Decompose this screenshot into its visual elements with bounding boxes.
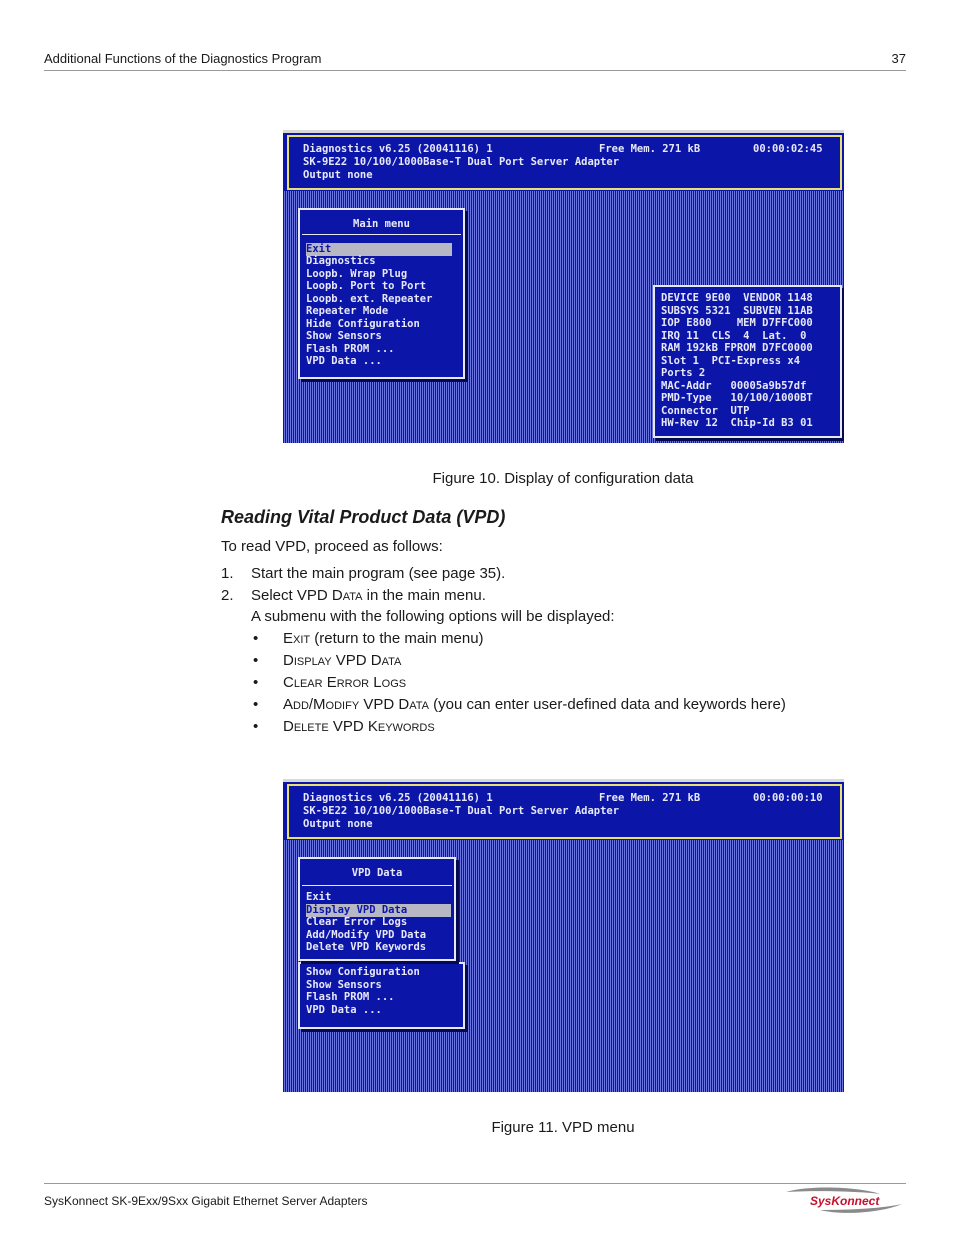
config-subsys-subven: SUBSYS 5321 SUBVEN 11AB bbox=[661, 305, 813, 317]
main-menu-title: Main menu bbox=[353, 218, 410, 230]
config-pmd-type: PMD-Type 10/100/1000BT bbox=[661, 392, 813, 404]
running-header: Additional Functions of the Diagnostics Program bbox=[44, 51, 322, 66]
config-ports: Ports 2 bbox=[661, 367, 706, 379]
bullet: • bbox=[253, 674, 259, 691]
elapsed-time: 00:00:02:45 bbox=[753, 143, 823, 155]
option-add-modify-vpd-data: Add/Modify VPD Data (you can enter user-defined data and keywords here) bbox=[283, 696, 786, 713]
main-menu-background bbox=[298, 962, 465, 1029]
menu-item-hide-configuration[interactable]: Hide Configuration bbox=[306, 318, 420, 330]
step-2-subtext: A submenu with the following options will be displayed: bbox=[251, 608, 615, 625]
submenu-item-add-modify-vpd-data[interactable]: Add/Modify VPD Data bbox=[306, 929, 427, 941]
syskonnect-logo bbox=[784, 1186, 904, 1216]
free-memory: Free Mem. 271 kB bbox=[599, 143, 701, 155]
main-menu bbox=[298, 208, 465, 379]
status-bar bbox=[283, 779, 844, 840]
menu-item-diagnostics[interactable]: Diagnostics bbox=[306, 255, 376, 267]
menu-item-flash-prom[interactable]: Flash PROM ... bbox=[306, 991, 395, 1003]
menu-item-loopb-port-to-port[interactable]: Loopb. Port to Port bbox=[306, 280, 427, 292]
option-display-vpd-data: Display VPD Data bbox=[283, 652, 402, 669]
option-exit: Exit (return to the main menu) bbox=[283, 630, 484, 647]
step-1-text: Start the main program (see page 35). bbox=[251, 565, 506, 582]
page-number: 37 bbox=[891, 51, 906, 66]
menu-item-loopb-ext-repeater[interactable]: Loopb. ext. Repeater bbox=[306, 293, 433, 305]
figure-11-caption: Figure 11. VPD menu bbox=[491, 1119, 635, 1136]
config-mac-addr: MAC-Addr 00005a9b57df bbox=[661, 380, 807, 392]
option-delete-vpd-keywords: Delete VPD Keywords bbox=[283, 718, 435, 735]
menu-item-exit[interactable]: Exit bbox=[306, 243, 452, 256]
menu-item-show-sensors[interactable]: Show Sensors bbox=[306, 979, 382, 991]
section-title: Reading Vital Product Data (VPD) bbox=[221, 507, 506, 527]
free-memory: Free Mem. 271 kB bbox=[599, 792, 701, 804]
config-slot: Slot 1 PCI-Express x4 bbox=[661, 355, 801, 367]
config-irq-cls-lat: IRQ 11 CLS 4 Lat. 0 bbox=[661, 330, 807, 342]
config-connector: Connector UTP bbox=[661, 405, 750, 417]
submenu-item-delete-vpd-keywords[interactable]: Delete VPD Keywords bbox=[306, 941, 427, 953]
menu-item-show-configuration[interactable]: Show Configuration bbox=[306, 966, 420, 978]
menu-divider bbox=[302, 885, 452, 886]
footer-rule bbox=[44, 1183, 906, 1184]
submenu-item-display-vpd-data[interactable]: Display VPD Data bbox=[306, 904, 451, 917]
header-rule bbox=[44, 70, 906, 71]
status-bar bbox=[283, 130, 844, 191]
menu-item-repeater-mode[interactable]: Repeater Mode bbox=[306, 305, 389, 317]
step-1-number: 1. bbox=[221, 565, 234, 582]
vpd-submenu bbox=[298, 857, 456, 961]
config-hw-rev-chip-id: HW-Rev 12 Chip-Id B3 01 bbox=[661, 417, 813, 429]
elapsed-time: 00:00:00:10 bbox=[753, 792, 823, 804]
output-status: Output none bbox=[303, 169, 373, 181]
submenu-item-exit[interactable]: Exit bbox=[306, 891, 332, 903]
menu-item-vpd-data[interactable]: VPD Data ... bbox=[306, 355, 382, 367]
menu-item-show-sensors[interactable]: Show Sensors bbox=[306, 330, 382, 342]
bullet: • bbox=[253, 652, 259, 669]
bullet: • bbox=[253, 630, 259, 647]
figure-11-screenshot bbox=[283, 779, 844, 1092]
step-2-text: Select VPD Data in the main menu. bbox=[251, 587, 486, 604]
program-version: Diagnostics v6.25 (20041116) 1 bbox=[303, 792, 493, 804]
output-status: Output none bbox=[303, 818, 373, 830]
menu-item-flash-prom[interactable]: Flash PROM ... bbox=[306, 343, 395, 355]
bullet: • bbox=[253, 696, 259, 713]
menu-divider bbox=[302, 234, 461, 235]
configuration-panel bbox=[653, 285, 842, 438]
option-clear-error-logs: Clear Error Logs bbox=[283, 674, 407, 691]
figure-10-screenshot bbox=[283, 130, 844, 443]
config-ram-fprom: RAM 192kB FPROM D7FC0000 bbox=[661, 342, 813, 354]
bullet: • bbox=[253, 718, 259, 735]
footer-text: SysKonnect SK-9Exx/9Sxx Gigabit Ethernet Server Adapters bbox=[44, 1194, 368, 1208]
menu-item-loopb-wrap-plug[interactable]: Loopb. Wrap Plug bbox=[306, 268, 408, 280]
submenu-item-clear-error-logs[interactable]: Clear Error Logs bbox=[306, 916, 408, 928]
menu-item-vpd-data[interactable]: VPD Data ... bbox=[306, 1004, 382, 1016]
config-device-vendor: DEVICE 9E00 VENDOR 1148 bbox=[661, 292, 813, 304]
adapter-name: SK-9E22 10/100/1000Base-T Dual Port Server Adapter bbox=[303, 156, 620, 168]
logo-text: SysKonnect bbox=[810, 1194, 880, 1208]
figure-10-caption: Figure 10. Display of configuration data bbox=[432, 470, 694, 487]
vpd-submenu-title: VPD Data bbox=[351, 867, 403, 879]
config-iop-mem: IOP E800 MEM D7FFC000 bbox=[661, 317, 813, 329]
program-version: Diagnostics v6.25 (20041116) 1 bbox=[303, 143, 493, 155]
intro-text: To read VPD, proceed as follows: bbox=[221, 538, 443, 555]
adapter-name: SK-9E22 10/100/1000Base-T Dual Port Server Adapter bbox=[303, 805, 620, 817]
step-2-number: 2. bbox=[221, 587, 234, 604]
